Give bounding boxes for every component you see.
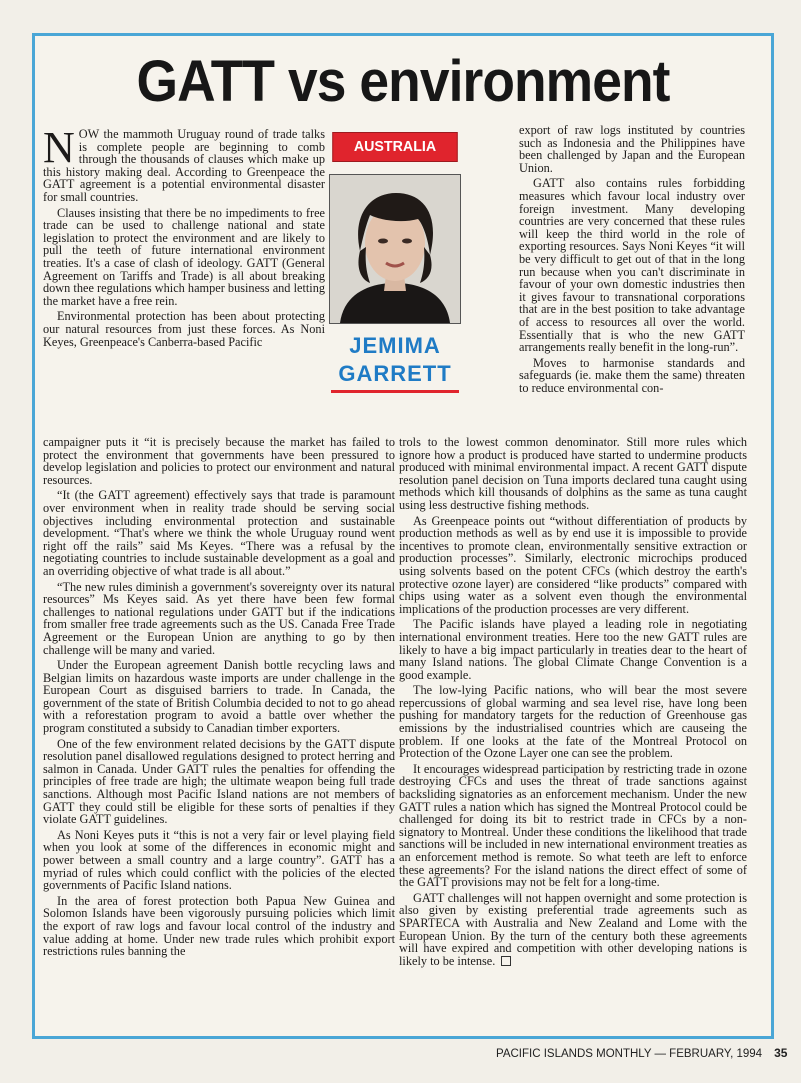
- column-left: [43, 123, 325, 351]
- region-badge: AUSTRALIA: [332, 132, 457, 162]
- author-first-name: JEMIMA: [349, 333, 441, 358]
- paragraph: “The new rules diminish a government's sovereignty over its natural resources” Ms Keyes said. As yet there have been few formal challenges to national regulations under GATT but if the indications from smaller free trade agreements such as the US. Canada Free Trade Agreement or the European Union are anything to go by then challenge will be many and varied.: [43, 579, 395, 657]
- paragraph: One of the few environment related decisions by the GATT dispute resolution panel disallowed regulations designed to protect herring and salmon in Canada. Under GATT rules the penalties for offending the principles of free trade are high; the ultimate weapon being full trade sanctions. Although most Pacific Island nations are not members of GATT they could still be eligible for these sorts of penalties if they violate GATT guidelines.: [43, 736, 395, 827]
- paragraph: Environmental protection has been about protecting our natural resources from just these forces. As Noni Keyes, Greenpeace's Canberra-based Pacific: [43, 309, 325, 349]
- paragraph: trols to the lowest common denominator. Still more rules which ignore how a product is produced have started to undermine products produced with minimal environmental impact. A recent GATT dispute resolution panel decision on Tuna imports declared tuna caught using methods which kill thousands of dolphins as the same as tuna caught using less destructive fishing methods.: [399, 435, 747, 512]
- column-lower-right: [399, 436, 747, 970]
- paragraph: GATT also contains rules forbidding measures which favour local industry over foreign investment. Many developing countries are very concerned that these rules will keep the third world in the role of exporting resources. Says Noni Keyes “it will be very difficult to get out of that in the long run because when you can't discriminate in favour of your own domestic industries then it gives favour to transnational corporations that are in the best position to take advantage of access to resources all over the world. Essentially that is who the new GATT arrangements really benefit in the long-run”.: [519, 176, 745, 355]
- end-of-article-icon: [501, 956, 511, 966]
- article-frame: [32, 33, 774, 1039]
- paragraph: [43, 123, 325, 204]
- author-underline: [331, 390, 459, 393]
- paragraph: The Pacific islands have played a leading role in negotiating international environment treaties. Here too the new GATT rules are likely to have a big impact particularly in treaties dear to the heart of many Island nations. The global Climate Change Convention is a good example.: [399, 617, 747, 682]
- author-sidebar: [327, 132, 463, 393]
- author-portrait: [329, 174, 461, 324]
- paragraph: export of raw logs instituted by countries such as Indonesia and the Philippines have been challenged by Japan and the European Union.: [519, 123, 745, 175]
- drop-cap: N: [43, 123, 75, 172]
- paragraph: As Greenpeace points out “without differentiation of products by production methods as well as by end use it is impossible to provide incentives to promote clean, environmentally sensitive extraction or production processes”. Similarly, electronic microchips produced using solvents based on the potent CFCs (which destroy the earth's protective ozone layer) are considered “like products” compared with chips using water as a solvent even though the environmental implications of the production processes are very different.: [399, 513, 747, 616]
- paragraph: [399, 892, 747, 968]
- paragraph: Under the European agreement Danish bottle recycling laws and Belgian limits on hazardous waste imports are under challenge in the European Court as disguised barriers to trade. In Canada, the government of the state of British Columbia decided to not to go ahead with a reforestation program to avoid a battle over whether the program constituted a subsidy to Canadian timber exporters.: [43, 658, 395, 736]
- column-right: [519, 124, 745, 397]
- publication-line: PACIFIC ISLANDS MONTHLY — FEBRUARY, 1994: [496, 1048, 763, 1060]
- paragraph: “It (the GATT agreement) effectively says that trade is paramount over environment when in reality trade should be serving social objectives including environmental protection and sustainable development. “That's where we think the whole Uruguay round went right off the rails” said Ms Keyes. “There was a refusal by the negotiating countries to include sustainable development as a goal and an overriding objective of what trade is all about.”: [43, 488, 395, 578]
- paragraph: The low-lying Pacific nations, who will bear the most severe repercussions of global warming and sea level rise, have long been pushing for mandatory targets for the reduction of Greenhouse gas emissions by the industrialised countries which are causeing the problem. If one looks at the fate of the Montreal Protocol on Protection of the Ozone Layer one can see the problem.: [399, 683, 747, 761]
- author-name: [327, 332, 463, 388]
- paragraph: It encourages widespread participation by restricting trade in ozone destroying CFCs and uses the threat of trade sanctions against backsliding signatories as an enforcement mechanism. Under the new GATT rules a nation which has signed the Montreal Protocol could be challenged for doing its bit to restrict trade in CFCs by a non-signatory to Montreal. Under these conditions the likelihood that trade sanctions will be included in new international environment treaties as an enforcement method is remote. So what teeth are left to enforce these agreements? For the island nations the direct effect of some of the GATT provisions may not be felt for a long-time.: [399, 761, 747, 890]
- portrait-image: [330, 175, 460, 323]
- article-headline: GATT vs environment: [136, 49, 670, 114]
- page-footer: [496, 1046, 788, 1060]
- page-number: 35: [774, 1046, 788, 1060]
- author-last-name: GARRETT: [338, 361, 452, 386]
- paragraph: Moves to harmonise standards and safeguards (ie. make them the same) threaten to reduce environmental con-: [519, 355, 745, 395]
- paragraph: In the area of forest protection both Papua New Guinea and Solomon Islands have been vigorously pursuing policies which limit the export of raw logs and favour local control of the industry and value adding at home. Under new trade rules which prohibit export restrictions rules banning the: [43, 893, 395, 959]
- paragraph: campaigner puts it “it is precisely because the market has failed to protect the environment that governments have been pressured to develop legislation and policies to protect our environment and natural resources.: [43, 435, 395, 487]
- paragraph: As Noni Keyes puts it “this is not a very fair or level playing field when you look at some of the differences in economic might and power between a small country and a large country”. GATT has a myriad of rules which could conflict with the policies of the elected governments of Pacific Island nations.: [43, 827, 395, 893]
- column-lower-left: [43, 436, 395, 961]
- paragraph-text: OW the mammoth Uruguay round of trade talks is complete people are beginning to comb through the thousands of clauses which make up this history making deal. According to Greenpeace the GATT agreement is a potential environmental disaster for small countries.: [43, 127, 325, 204]
- paragraph: Clauses insisting that there be no impediments to free trade can be used to challenge national and state legislation to protect the environment and are likely to pull the teeth of future international environment treaties. It's a case of clash of ideology. GATT (General Agreement on Tariffs and Trade) is all about breaking down thee regulations which hamper business and letting the market have a free rein.: [43, 205, 325, 308]
- paragraph-text: GATT challenges will not happen overnight and some protection is also given by existing preferential trade agreements such as SPARTECA with Australia and New Zealand and Lome with the European Union. By the turn of the century both these agreements will have expired and competition with other developing nations is likely to be intense.: [399, 890, 747, 968]
